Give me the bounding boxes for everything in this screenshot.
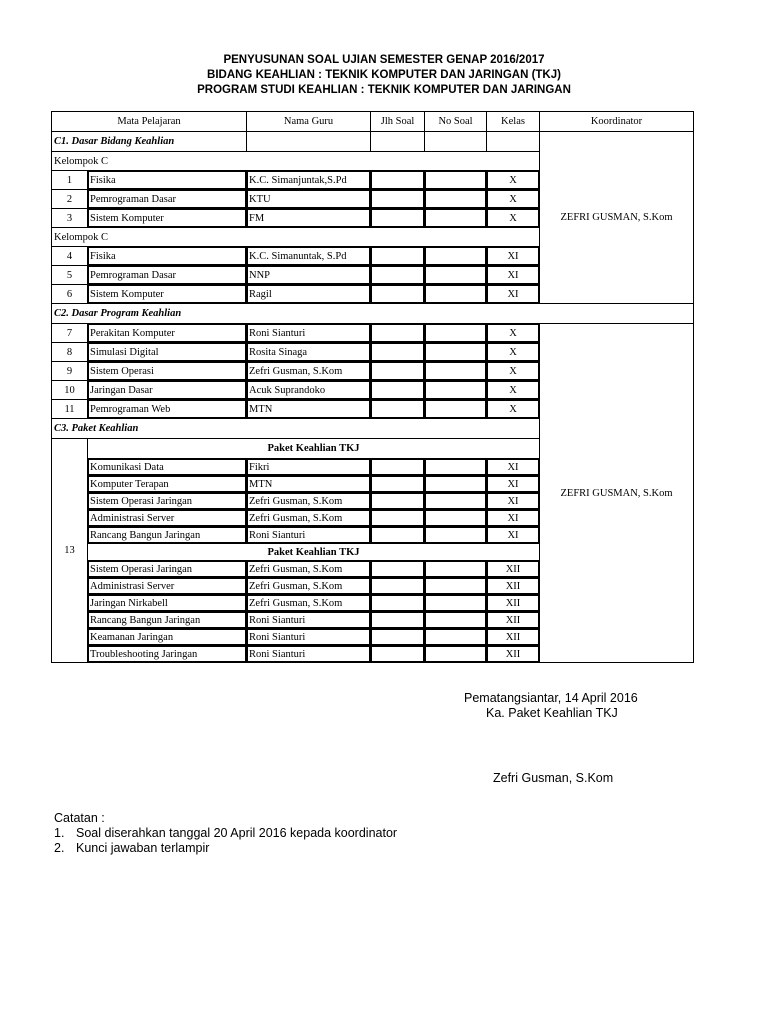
class-cell: XI	[487, 266, 540, 285]
jumlah-soal-cell	[371, 343, 425, 362]
class-cell: XI	[487, 493, 540, 510]
nomor-soal-cell	[425, 171, 487, 190]
empty-cell	[425, 132, 487, 152]
nomor-soal-cell	[425, 612, 487, 629]
class-cell: XI	[487, 476, 540, 493]
header-no-soal: No Soal	[425, 112, 487, 132]
jumlah-soal-cell	[371, 400, 425, 419]
class-cell: X	[487, 381, 540, 400]
nomor-soal-cell	[425, 266, 487, 285]
teacher-cell: Acuk Suprandoko	[247, 381, 371, 400]
row-number: 1	[52, 171, 88, 190]
class-cell: X	[487, 171, 540, 190]
section-row	[52, 132, 694, 152]
nomor-soal-cell	[425, 510, 487, 527]
section-row	[52, 304, 694, 324]
signature-role: Ka. Paket Keahlian TKJ	[486, 706, 618, 720]
nomor-soal-cell	[425, 578, 487, 595]
section-c3: C3. Paket Keahlian	[52, 419, 540, 439]
teacher-cell: Zefri Gusman, S.Kom	[247, 578, 371, 595]
class-cell: XII	[487, 646, 540, 663]
notes	[54, 811, 397, 856]
teacher-cell: MTN	[247, 400, 371, 419]
row-number: 10	[52, 381, 88, 400]
subject-cell: Sistem Operasi Jaringan	[88, 561, 247, 578]
notes-list	[54, 826, 397, 856]
row-number: 2	[52, 190, 88, 209]
row-number: 5	[52, 266, 88, 285]
row-number: 4	[52, 247, 88, 266]
subject-cell: Sistem Komputer	[88, 209, 247, 228]
class-cell: X	[487, 400, 540, 419]
nomor-soal-cell	[425, 400, 487, 419]
class-cell: XII	[487, 612, 540, 629]
teacher-cell: K.C. Simanjuntak,S.Pd	[247, 171, 371, 190]
jumlah-soal-cell	[371, 247, 425, 266]
teacher-cell: FM	[247, 209, 371, 228]
teacher-cell: Roni Sianturi	[247, 527, 371, 544]
jumlah-soal-cell	[371, 646, 425, 663]
teacher-cell: Rosita Sinaga	[247, 343, 371, 362]
title-line-1: PENYUSUNAN SOAL UJIAN SEMESTER GENAP 2016/2017	[223, 54, 545, 66]
exam-schedule-table	[51, 111, 694, 663]
class-cell: XI	[487, 459, 540, 476]
nomor-soal-cell	[425, 381, 487, 400]
empty-cell	[487, 132, 540, 152]
jumlah-soal-cell	[371, 266, 425, 285]
jumlah-soal-cell	[371, 527, 425, 544]
jumlah-soal-cell	[371, 476, 425, 493]
class-cell: XI	[487, 285, 540, 304]
header-mata-pelajaran: Mata Pelajaran	[52, 112, 247, 132]
row-number: 6	[52, 285, 88, 304]
subject-cell: Perakitan Komputer	[88, 324, 247, 343]
jumlah-soal-cell	[371, 629, 425, 646]
header-jlh-soal: Jlh Soal	[371, 112, 425, 132]
nomor-soal-cell	[425, 561, 487, 578]
class-cell: XII	[487, 561, 540, 578]
subject-cell: Keamanan Jaringan	[88, 629, 247, 646]
teacher-cell: Roni Sianturi	[247, 324, 371, 343]
class-cell: X	[487, 209, 540, 228]
subject-cell: Rancang Bangun Jaringan	[88, 527, 247, 544]
teacher-cell: Fikri	[247, 459, 371, 476]
row-number: 7	[52, 324, 88, 343]
subject-cell: Sistem Operasi Jaringan	[88, 493, 247, 510]
subject-cell: Fisika	[88, 171, 247, 190]
nomor-soal-cell	[425, 247, 487, 266]
nomor-soal-cell	[425, 362, 487, 381]
nomor-soal-cell	[425, 493, 487, 510]
teacher-cell: Roni Sianturi	[247, 612, 371, 629]
class-cell: XII	[487, 578, 540, 595]
teacher-cell: K.C. Simanuntak, S.Pd	[247, 247, 371, 266]
jumlah-soal-cell	[371, 190, 425, 209]
nomor-soal-cell	[425, 343, 487, 362]
teacher-cell: Zefri Gusman, S.Kom	[247, 561, 371, 578]
section-c2: C2. Dasar Program Keahlian	[52, 304, 694, 324]
teacher-cell: Zefri Gusman, S.Kom	[247, 595, 371, 612]
jumlah-soal-cell	[371, 612, 425, 629]
nomor-soal-cell	[425, 459, 487, 476]
class-cell: XI	[487, 510, 540, 527]
teacher-cell: Roni Sianturi	[247, 646, 371, 663]
group-label: Kelompok C	[52, 228, 540, 247]
coordinator-bottom: ZEFRI GUSMAN, S.Kom	[540, 324, 694, 663]
subject-cell: Komunikasi Data	[88, 459, 247, 476]
signature-name: Zefri Gusman, S.Kom	[493, 771, 614, 785]
row-number: 9	[52, 362, 88, 381]
empty-cell	[247, 132, 371, 152]
nomor-soal-cell	[425, 476, 487, 493]
subject-cell: Pemrograman Dasar	[88, 190, 247, 209]
nomor-soal-cell	[425, 209, 487, 228]
jumlah-soal-cell	[371, 381, 425, 400]
teacher-cell: Zefri Gusman, S.Kom	[247, 510, 371, 527]
table-header-row	[52, 112, 694, 132]
class-cell: X	[487, 324, 540, 343]
subject-cell: Simulasi Digital	[88, 343, 247, 362]
teacher-cell: Ragil	[247, 285, 371, 304]
coordinator-top: ZEFRI GUSMAN, S.Kom	[540, 132, 694, 304]
subject-cell: Jaringan Dasar	[88, 381, 247, 400]
table-row	[52, 324, 694, 343]
subject-cell: Troubleshooting Jaringan	[88, 646, 247, 663]
subject-cell: Administrasi Server	[88, 510, 247, 527]
jumlah-soal-cell	[371, 362, 425, 381]
class-cell: XI	[487, 527, 540, 544]
subject-cell: Administrasi Server	[88, 578, 247, 595]
class-cell: XII	[487, 629, 540, 646]
nomor-soal-cell	[425, 527, 487, 544]
class-cell: X	[487, 343, 540, 362]
header-nama-guru: Nama Guru	[247, 112, 371, 132]
note-item: 1. Soal diserahkan tanggal 20 April 2016 kepada koordinator	[54, 826, 398, 840]
jumlah-soal-cell	[371, 324, 425, 343]
nomor-soal-cell	[425, 285, 487, 304]
jumlah-soal-cell	[371, 510, 425, 527]
jumlah-soal-cell	[371, 578, 425, 595]
notes-heading: Catatan :	[54, 811, 105, 825]
class-cell: X	[487, 362, 540, 381]
subject-cell: Komputer Terapan	[88, 476, 247, 493]
nomor-soal-cell	[425, 190, 487, 209]
teacher-cell: Zefri Gusman, S.Kom	[247, 362, 371, 381]
subject-cell: Fisika	[88, 247, 247, 266]
teacher-cell: KTU	[247, 190, 371, 209]
class-cell: XI	[487, 247, 540, 266]
row-number: 11	[52, 400, 88, 419]
jumlah-soal-cell	[371, 209, 425, 228]
subject-cell: Pemrograman Dasar	[88, 266, 247, 285]
nomor-soal-cell	[425, 324, 487, 343]
subject-cell: Rancang Bangun Jaringan	[88, 612, 247, 629]
jumlah-soal-cell	[371, 459, 425, 476]
header-kelas: Kelas	[487, 112, 540, 132]
nomor-soal-cell	[425, 646, 487, 663]
jumlah-soal-cell	[371, 595, 425, 612]
title-line-2: BIDANG KEAHLIAN : TEKNIK KOMPUTER DAN JARINGAN (TKJ)	[207, 69, 561, 81]
paket-title: Paket Keahlian TKJ	[88, 439, 540, 459]
teacher-cell: NNP	[247, 266, 371, 285]
row-number: 13	[52, 439, 88, 663]
empty-cell	[371, 132, 425, 152]
subject-cell: Sistem Komputer	[88, 285, 247, 304]
title-line-3: PROGRAM STUDI KEAHLIAN : TEKNIK KOMPUTER DAN JARINGAN	[197, 84, 571, 96]
note-item: 2. Kunci jawaban terlampir	[54, 841, 210, 855]
jumlah-soal-cell	[371, 493, 425, 510]
signature-place-date: Pematangsiantar, 14 April 2016	[464, 691, 638, 705]
class-cell: X	[487, 190, 540, 209]
nomor-soal-cell	[425, 595, 487, 612]
subject-cell: Pemrograman Web	[88, 400, 247, 419]
class-cell: XII	[487, 595, 540, 612]
paket-title: Paket Keahlian TKJ	[88, 544, 540, 561]
section-c1: C1. Dasar Bidang Keahlian	[52, 132, 247, 152]
subject-cell: Sistem Operasi	[88, 362, 247, 381]
nomor-soal-cell	[425, 629, 487, 646]
row-number: 3	[52, 209, 88, 228]
jumlah-soal-cell	[371, 285, 425, 304]
header-koordinator: Koordinator	[540, 112, 694, 132]
group-label: Kelompok C	[52, 152, 540, 171]
teacher-cell: Zefri Gusman, S.Kom	[247, 493, 371, 510]
row-number: 8	[52, 343, 88, 362]
jumlah-soal-cell	[371, 561, 425, 578]
subject-cell: Jaringan Nirkabell	[88, 595, 247, 612]
teacher-cell: MTN	[247, 476, 371, 493]
document-title	[0, 53, 768, 98]
teacher-cell: Roni Sianturi	[247, 629, 371, 646]
jumlah-soal-cell	[371, 171, 425, 190]
